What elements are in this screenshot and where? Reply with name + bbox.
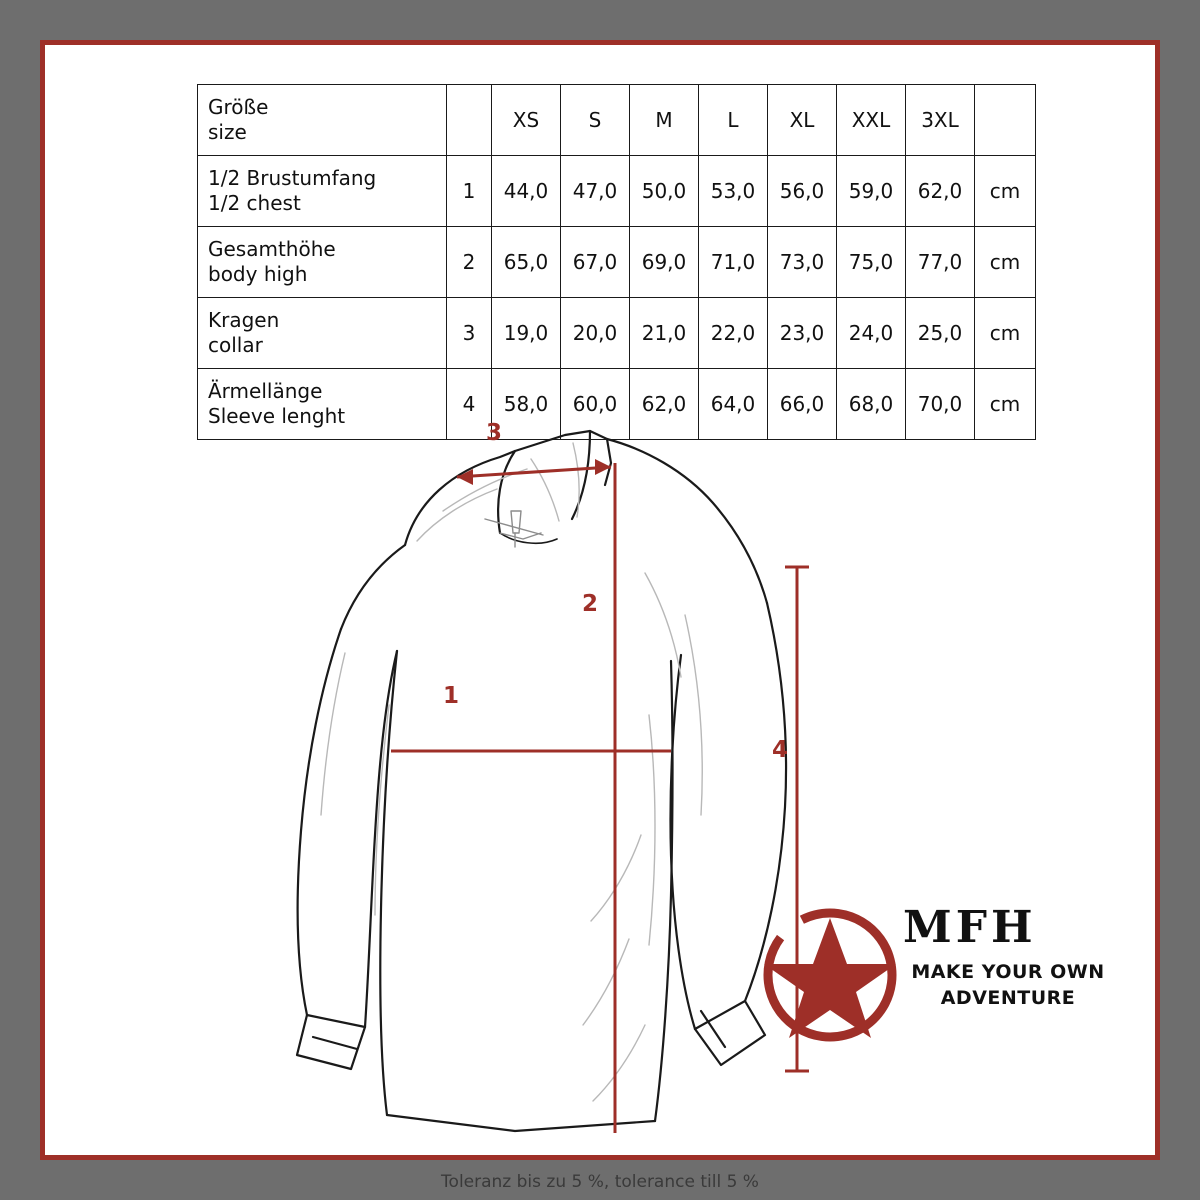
dimension-label-chest: 1 — [443, 683, 460, 709]
row-collar-m: 21,0 — [630, 298, 699, 369]
brand-tagline-line2: ADVENTURE — [940, 986, 1076, 1009]
header-col-l: L — [699, 85, 768, 156]
size-table — [197, 84, 1036, 440]
row-collar-unit: cm — [975, 298, 1036, 369]
row-chest-xs: 44,0 — [492, 156, 561, 227]
row-collar-label-en: collar — [208, 333, 263, 357]
row-chest-unit: cm — [975, 156, 1036, 227]
row-collar-xl: 23,0 — [768, 298, 837, 369]
row-chest-index: 1 — [447, 156, 492, 227]
row-body-l: 71,0 — [699, 227, 768, 298]
brand-tagline — [903, 960, 1113, 1011]
header-index-cell — [447, 85, 492, 156]
row-sleeve-s: 60,0 — [561, 369, 630, 440]
row-body-xxl: 75,0 — [837, 227, 906, 298]
star-in-circle-icon — [755, 900, 905, 1050]
dimension-label-sleeve: 4 — [772, 737, 789, 763]
table-row — [198, 156, 1036, 227]
row-sleeve-index: 4 — [447, 369, 492, 440]
row-sleeve-xl: 66,0 — [768, 369, 837, 440]
row-chest-label-de: 1/2 Brustumfang — [208, 166, 377, 190]
table-row — [198, 298, 1036, 369]
row-chest-xxl: 59,0 — [837, 156, 906, 227]
row-chest-3xl: 62,0 — [906, 156, 975, 227]
dimension-lines — [391, 459, 809, 1133]
row-body-label-en: body high — [208, 262, 308, 286]
row-body-unit: cm — [975, 227, 1036, 298]
header-unit-cell — [975, 85, 1036, 156]
row-sleeve-l: 64,0 — [699, 369, 768, 440]
row-collar-s: 20,0 — [561, 298, 630, 369]
dimension-label-collar: 3 — [486, 420, 503, 446]
row-sleeve-label-en: Sleeve lenght — [208, 404, 346, 428]
row-collar-label-de: Kragen — [208, 308, 280, 332]
header-col-s: S — [561, 85, 630, 156]
row-chest-s: 47,0 — [561, 156, 630, 227]
tolerance-note: Toleranz bis zu 5 %, tolerance till 5 % — [441, 1172, 759, 1192]
row-body-index: 2 — [447, 227, 492, 298]
mfh-logo — [755, 900, 1105, 1060]
row-body-label — [198, 227, 447, 298]
jacket-fold-lines — [321, 443, 702, 1101]
table-row — [198, 227, 1036, 298]
header-size-label-en: size — [208, 120, 247, 144]
brand-tagline-line1: MAKE YOUR OWN — [911, 961, 1105, 983]
row-body-m: 69,0 — [630, 227, 699, 298]
brand-name: MFH — [903, 902, 1037, 953]
header-col-xxl: XXL — [837, 85, 906, 156]
size-chart-frame — [40, 40, 1160, 1160]
row-chest-m: 50,0 — [630, 156, 699, 227]
row-collar-xxl: 24,0 — [837, 298, 906, 369]
row-body-3xl: 77,0 — [906, 227, 975, 298]
row-collar-3xl: 25,0 — [906, 298, 975, 369]
row-body-label-de: Gesamthöhe — [208, 237, 336, 261]
header-col-xl: XL — [768, 85, 837, 156]
row-chest-label-en: 1/2 chest — [208, 191, 301, 215]
header-col-3xl: 3XL — [906, 85, 975, 156]
table-header-row — [198, 85, 1036, 156]
header-size-label-de: Größe — [208, 95, 269, 119]
dimension-label-body: 2 — [582, 591, 599, 617]
header-size-label — [198, 85, 447, 156]
row-collar-xs: 19,0 — [492, 298, 561, 369]
row-chest-xl: 56,0 — [768, 156, 837, 227]
row-sleeve-m: 62,0 — [630, 369, 699, 440]
size-chart-sheet — [45, 45, 1155, 1155]
row-sleeve-label-de: Ärmellänge — [208, 379, 323, 403]
row-collar-label — [198, 298, 447, 369]
row-sleeve-xs: 58,0 — [492, 369, 561, 440]
row-chest-l: 53,0 — [699, 156, 768, 227]
row-body-s: 67,0 — [561, 227, 630, 298]
logo-text-block — [903, 902, 1105, 1011]
row-body-xl: 73,0 — [768, 227, 837, 298]
header-col-m: M — [630, 85, 699, 156]
row-chest-label — [198, 156, 447, 227]
row-sleeve-unit: cm — [975, 369, 1036, 440]
row-collar-l: 22,0 — [699, 298, 768, 369]
row-sleeve-3xl: 70,0 — [906, 369, 975, 440]
header-col-xs: XS — [492, 85, 561, 156]
jacket-illustration — [297, 431, 789, 1131]
row-sleeve-xxl: 68,0 — [837, 369, 906, 440]
row-body-xs: 65,0 — [492, 227, 561, 298]
row-collar-index: 3 — [447, 298, 492, 369]
